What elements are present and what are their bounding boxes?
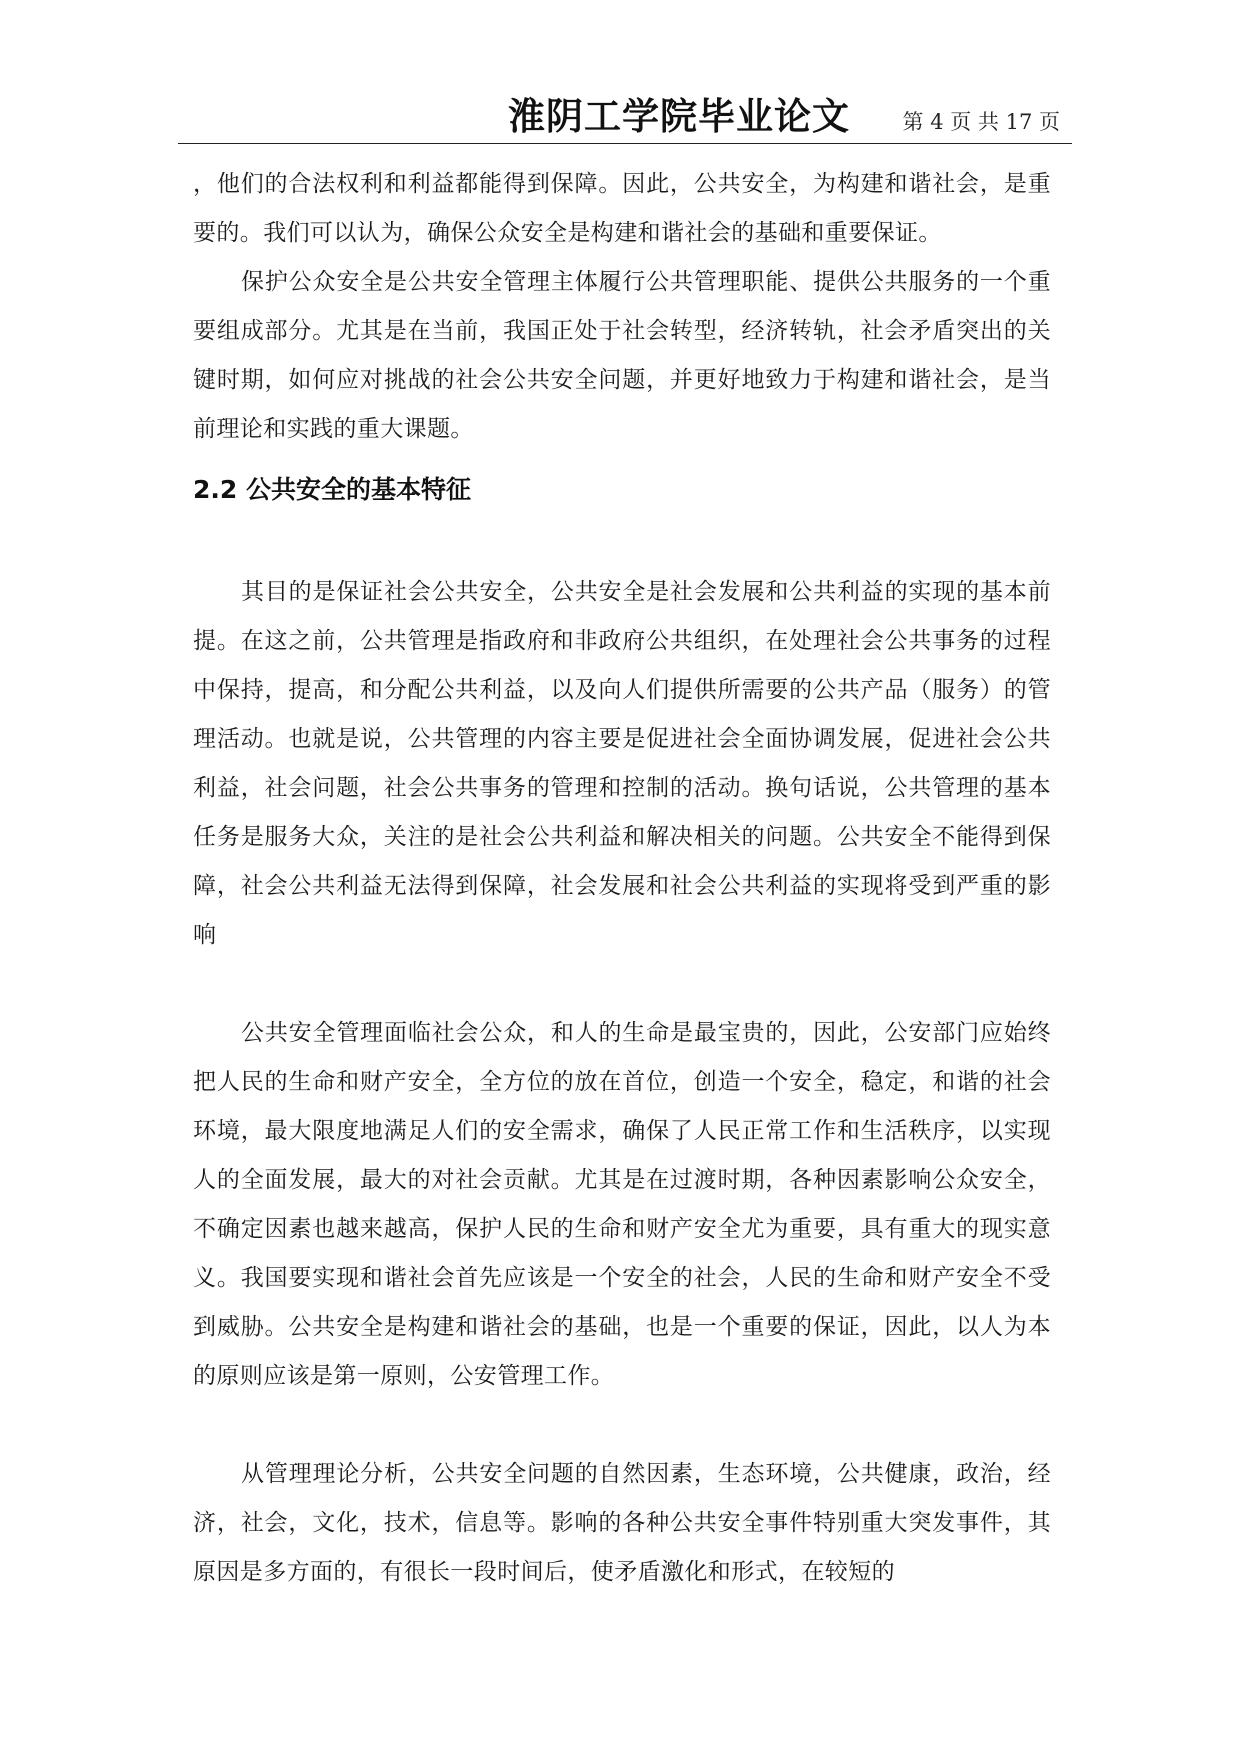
paragraph: 其目的是保证社会公共安全，公共安全是社会发展和公共利益的实现的基本前提。在这之前，公共管理是指政府和非政府公共组织，在处理社会公共事务的过程中保持，提高，和分配公共利益，以及向人们提供所需要的公共产品（服务）的管理活动。也就是说，公共管理的内容主要是促进社会全面协调发展，促进社会公共利益，社会问题，社会公共事务的管理和控制的活动。换句话说，公共管理的基本任务是服务大众，关注的是社会公共利益和解决相关的问题。公共安全不能得到保障，社会公共利益无法得到保障，社会发展和社会公共利益的实现将受到严重的影响 <box>193 579 1051 948</box>
header-divider <box>178 143 1072 144</box>
page-header <box>178 92 1072 144</box>
paragraph: 公共安全管理面临社会公众，和人的生命是最宝贵的，因此，公安部门应始终把人民的生命和财产安全，全方位的放在首位，创造一个安全，稳定，和谐的社会环境，最大限度地满足人们的安全需求，确保了人民正常工作和生活秩序，以实现人的全面发展，最大的对社会贡献。尤其是在过渡时期，各种因素影响公众安全，不确定因素也越来越高，保护人民的生命和财产安全尤为重要，具有重大的现实意义。我国要实现和谐社会首先应该是一个安全的社会，人民的生命和财产安全不受到威胁。公共安全是构建和谐社会的基础，也是一个重要的保证，因此，以人为本的原则应该是第一原则，公安管理工作。 <box>193 1020 1051 1389</box>
header-title: 淮阴工学院毕业论文 <box>508 94 850 138</box>
page-number: 第 4 页 共 17 页 <box>902 110 1060 134</box>
paragraph: 保护公众安全是公共安全管理主体履行公共管理职能、提供公共服务的一个重要组成部分。尤其是在当前，我国正处于社会转型，经济转轨，社会矛盾突出的关键时期，如何应对挑战的社会公共安全问题，并更好地致力于构建和谐社会，是当前理论和实践的重大课题。 <box>193 269 1051 442</box>
document-body <box>193 160 1051 1597</box>
paragraph-continued: ，他们的合法权利和利益都能得到保障。因此，公共安全，为构建和谐社会，是重要的。我们可以认为，确保公众安全是构建和谐社会的基础和重要保证。 <box>193 171 1051 246</box>
paragraph: 从管理理论分析，公共安全问题的自然因素，生态环境，公共健康，政治，经济，社会，文化，技术，信息等。影响的各种公共安全事件特别重大突发事件，其原因是多方面的，有很长一段时间后，使矛盾激化和形式，在较短的 <box>193 1461 1051 1585</box>
section-heading: 2.2 公共安全的基本特征 <box>193 475 471 504</box>
